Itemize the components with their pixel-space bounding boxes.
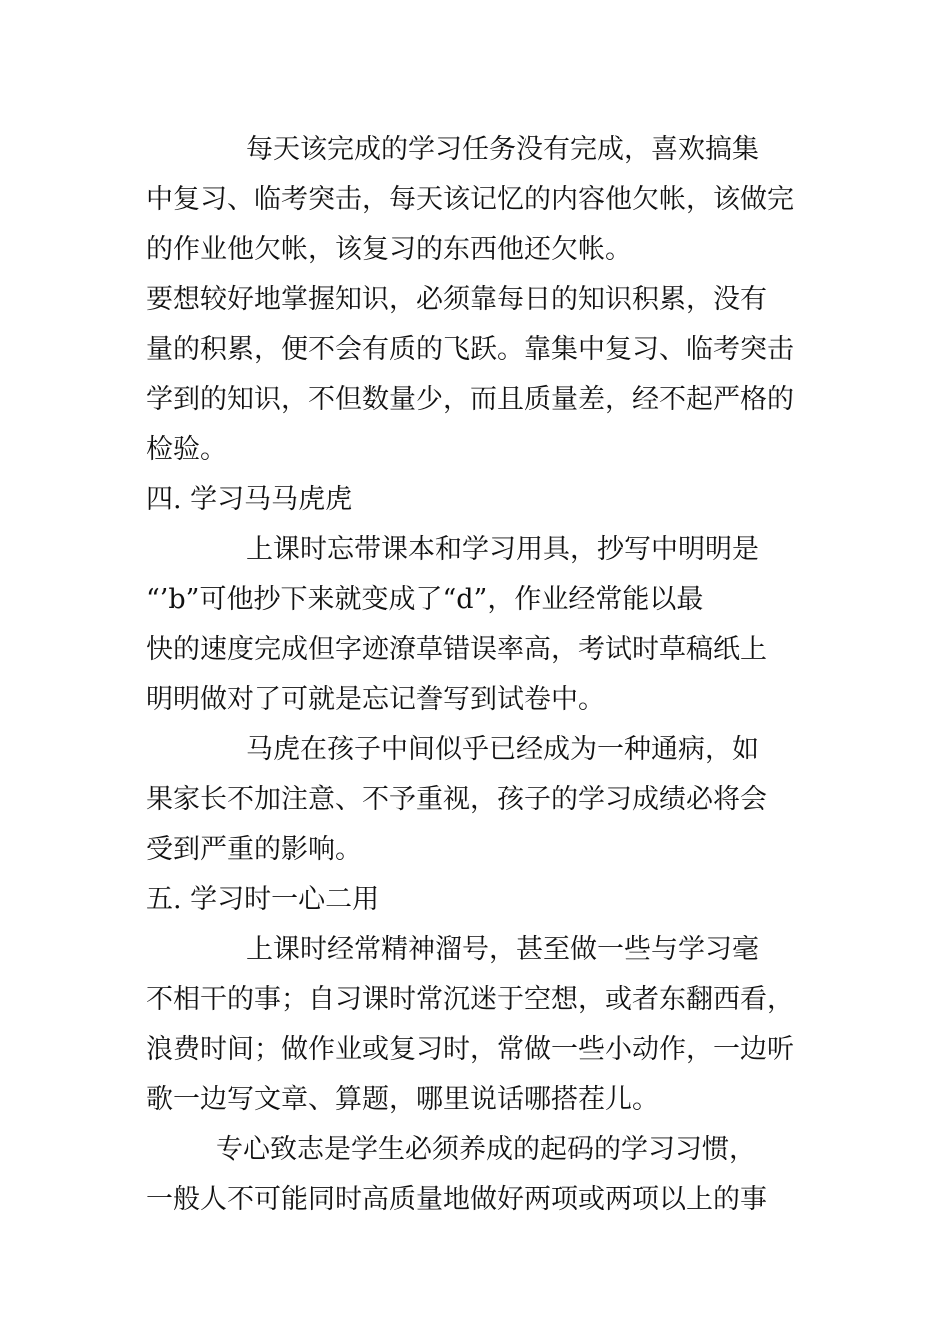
text-line: 明明做对了可就是忘记誊写到试卷中。 <box>146 684 605 715</box>
section-heading: 五. 学习时一心二用 <box>146 884 380 915</box>
text-line: 一般人不可能同时高质量地做好两项或两项以上的事 <box>146 1184 767 1215</box>
text-line: 的作业他欠帐，该复习的东西他还欠帐。 <box>146 234 632 265</box>
text-line: 果家长不加注意、不予重视，孩子的学习成绩必将会 <box>146 784 767 815</box>
text-line: 量的积累，便不会有质的飞跃。靠集中复习、临考突击 <box>146 334 794 365</box>
text-line: 中复习、临考突击，每天该记忆的内容他欠帐，该做完 <box>146 184 794 215</box>
text-line: 每天该完成的学习任务没有完成，喜欢搞集 <box>246 134 759 165</box>
text-line: 要想较好地掌握知识，必须靠每日的知识积累，没有 <box>146 284 767 315</box>
text-line: 专心致志是学生必须养成的起码的学习习惯， <box>216 1134 756 1165</box>
text-line: 浪费时间；做作业或复习时，常做一些小动作，一边听 <box>146 1034 794 1065</box>
text-line: 快的速度完成但字迹潦草错误率高，考试时草稿纸上 <box>146 634 767 665</box>
text-line: 检验。 <box>146 434 227 465</box>
text-line: 不相干的事；自习课时常沉迷于空想，或者东翻西看， <box>146 984 794 1015</box>
text-line: “’b”可他抄下来就变成了“d”，作业经常能以最 <box>146 584 704 615</box>
text-line: 歌一边写文章、算题，哪里说话哪搭茬儿。 <box>146 1084 659 1115</box>
text-line: 受到严重的影响。 <box>146 834 362 865</box>
text-line: 上课时经常精神溜号，甚至做一些与学习毫 <box>246 934 759 965</box>
text-line: 学到的知识，不但数量少，而且质量差，经不起严格的 <box>146 384 794 415</box>
section-heading: 四. 学习马马虎虎 <box>146 484 353 515</box>
text-line: 上课时忘带课本和学习用具，抄写中明明是 <box>246 534 759 565</box>
text-line: 马虎在孩子中间似乎已经成为一种通病，如 <box>246 734 759 765</box>
